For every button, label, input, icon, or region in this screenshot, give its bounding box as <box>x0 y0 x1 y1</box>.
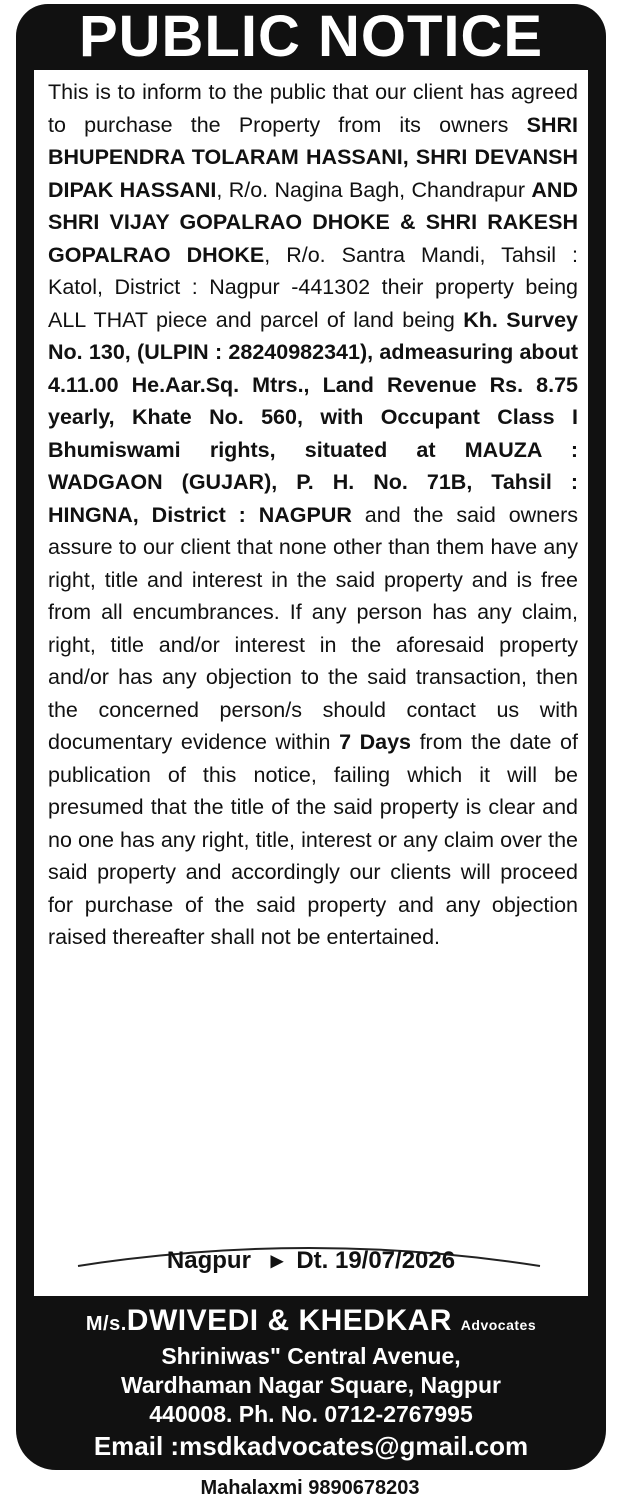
firm-name: DWIVEDI & KHEDKAR <box>126 1304 452 1337</box>
address-line-2: Wardhaman Nagar Square, Nagpur <box>120 1372 501 1398</box>
property-details: Kh. Survey No. 130, (ULPIN : 28240982341), admeasuring about 4.11.00 He.Aar.Sq. Mtrs., Land Revenue Rs. 8.75 yearly, Khate No. 560, with Occupant Class I Bhumiswami rights, situated at MAUZA : WADGAON (GUJAR), P. H. No. 71B, Tahsil : HINGNA, District : NAGPUR <box>48 307 578 527</box>
address-line-1: Shriniwas" Central Avenue, <box>161 1343 461 1369</box>
owners-2-residence: , R/o. Santra Mandi, Tahsil : Katol, District : Nagpur -441302 their property being ALL THAT piece and parcel of land being <box>48 242 579 332</box>
signature-place: Nagpur <box>166 1247 251 1274</box>
public-notice-box <box>16 4 606 1470</box>
signature-row <box>34 1232 588 1288</box>
and-word: AND <box>531 177 578 202</box>
email-line: Email :msdkadvocates@gmail.com <box>93 1431 529 1461</box>
body-conditions: and the said owners assure to our client that none other than them have any right, title and interest in the said property and is free from all encumbrances. If any person has any claim, right, title and/or interest in the aforesaid property and/or has any objection to the said transaction, then the concerned person/s should contact us with documentary evidence within <box>48 502 578 754</box>
body-intro: This is to inform to the public that our client has agreed to purchase the Property from its owners <box>48 80 578 137</box>
advocate-footer <box>16 1304 606 1463</box>
notice-title: PUBLIC NOTICE <box>78 4 544 69</box>
firm-prefix: M/s. <box>85 1313 127 1335</box>
firm-line <box>16 1304 606 1342</box>
address-line-3: 440008. Ph. No. 0712-2767995 <box>149 1401 473 1427</box>
notice-body-text <box>48 76 578 954</box>
separator-icon: ▸ <box>257 1247 290 1274</box>
owners-group-1: SHRI BHUPENDRA TOLARAM HASSANI, SHRI DEVANSH DIPAK HASSANI <box>48 112 578 202</box>
owners-1-residence: , R/o. Nagina Bagh, Chandrapur <box>216 177 532 202</box>
firm-suffix: Advocates <box>460 1317 537 1333</box>
agency-credit: Mahalaxmi 9890678203 <box>200 1477 420 1499</box>
signature-place-date <box>34 1246 588 1276</box>
signature-date: Dt. 19/07/2026 <box>296 1247 456 1274</box>
notice-body-panel <box>34 70 588 1296</box>
owners-group-2: SHRI VIJAY GOPALRAO DHOKE & SHRI RAKESH GOPALRAO DHOKE <box>48 210 578 267</box>
body-closing: from the date of publication of this notice, failing which it will be presumed that the title of the said property is clear and no one has any right, title, interest or any claim over the said property and accordingly our clients will proceed for purchase of the said property and any objection raised thereafter shall not be entertained. <box>48 730 578 949</box>
objection-period: 7 Days <box>339 730 411 754</box>
